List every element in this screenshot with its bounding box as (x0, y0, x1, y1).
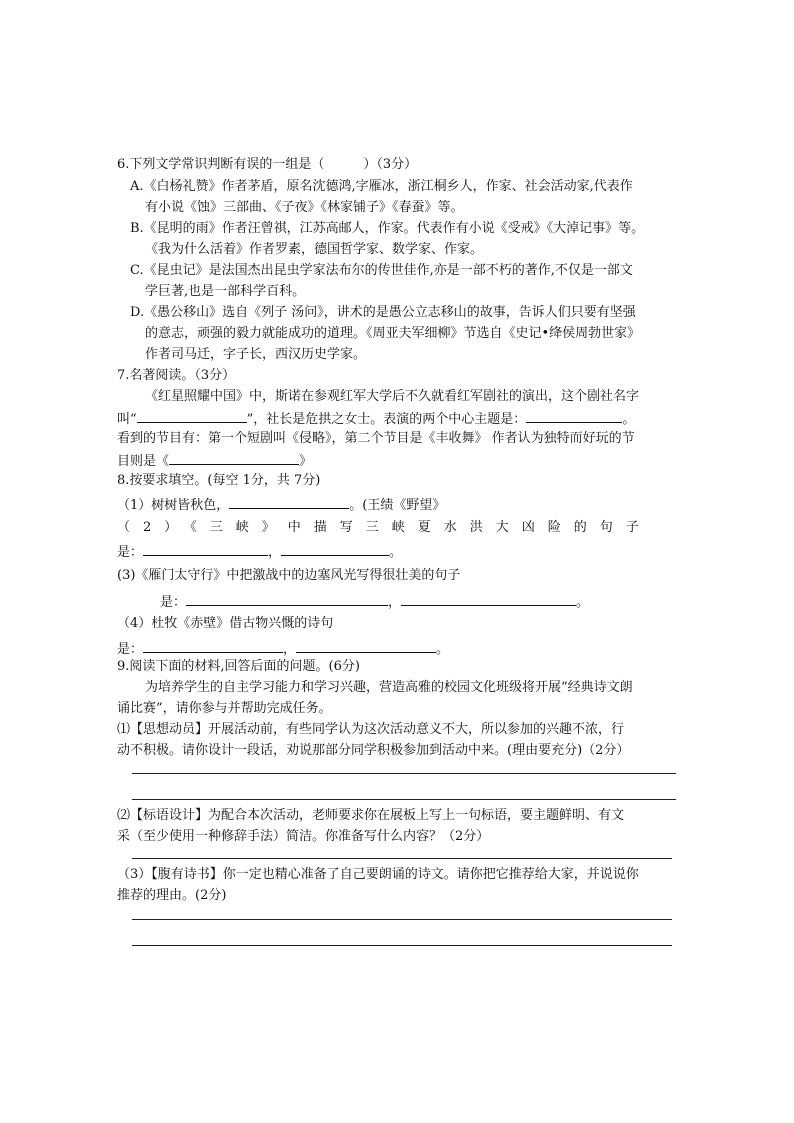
q6-option-d-line1: D.《愚公移山》选自《列子 汤问》，讲术的是愚公立志移山的故事，告诉人们只要有坚强 (130, 305, 636, 320)
answer-blank[interactable] (281, 541, 389, 556)
q7-title: 7.名著阅读。（3分） (117, 368, 236, 383)
q9-sub3-line2: 推荐的理由。(2分) (117, 888, 227, 903)
q8-item3: (3)《雁门太守行》中把激战中的边塞风光写得很壮美的句子 (117, 568, 461, 583)
answer-blank[interactable] (143, 638, 283, 653)
answer-blank[interactable] (296, 638, 436, 653)
q6-option-a-line2: 有小说《蚀》三部曲、《子夜》《林家铺子》《春蚕》等。 (145, 200, 464, 215)
q6-option-a-line1: A.《白杨礼赞》作者茅盾，原名沈德鸿,字雁冰，浙江桐乡人，作家、社会活动家,代表作 (130, 179, 633, 194)
q6-option-c-line1: C.《昆虫记》是法国杰出昆虫学家法布尔的传世佳作,亦是一部不朽的著作,不仅是一部文 (130, 263, 633, 278)
answer-blank[interactable] (186, 591, 388, 606)
answer-line[interactable] (132, 858, 672, 859)
answer-blank[interactable] (401, 591, 576, 606)
answer-line[interactable] (132, 773, 676, 774)
q9-intro-line1: 为培养学生的自主学习能力和学习兴趣，营造高雅的校园文化班级将开展“经典诗文朗 (145, 680, 633, 695)
q9-title: 9.阅读下面的材料,回答后面的问题。(6分) (117, 659, 360, 674)
q8-item3-answers: 是： ， 。 (160, 591, 589, 613)
q8-item4: （4）杜牧《赤壁》借古物兴慨的诗句 (117, 616, 334, 631)
q6-option-b-line1: B.《昆明的雨》作者汪曾祺，江苏高邮人，作家。代表作有小说《受戒》《大淖记事》等。 (130, 221, 645, 236)
q7-para-line3: 看到的节目有：第一个短剧叫《侵略》，第二个节目是《丰收舞》 作者认为独特而好玩的节 (117, 431, 635, 446)
q8-title: 8.按要求填空。(每空 1分，共 7分) (117, 473, 321, 488)
q9-sub3-line1: （3）【腹有诗书】你一定也精心准备了自己要朗诵的诗文。请你把它推荐给大家，并说说你 (117, 867, 639, 882)
q6-option-c-line2: 学巨著,也是一部科学百科。 (145, 284, 306, 299)
q6-title: 6.下列文学常识判断有误的一组是（ ）（3分） (117, 157, 418, 172)
q6-option-b-line2: 《我为什么活着》作者罗素，德国哲学家、数学家、作家。 (145, 242, 484, 257)
q9-sub2-line1: ⑵【标语设计】为配合本次活动，老师要求你在展板上写上一句标语，要主题鲜明、有文 (117, 808, 625, 823)
q9-sub1-line1: ⑴【思想动员】开展活动前，有些同学认为这次活动意义不大，所以参加的兴趣不浓，行 (117, 722, 625, 737)
answer-blank[interactable] (169, 450, 299, 465)
q9-intro-line2: 诵比赛”，请你参与并帮助完成任务。 (117, 701, 332, 716)
answer-blank[interactable] (137, 408, 247, 423)
q7-para-line4: 目则是《 》 (117, 450, 312, 472)
answer-line[interactable] (132, 799, 676, 800)
answer-line[interactable] (132, 919, 672, 920)
q7-para-line2: 叫“ ”，社长是危拱之女士。表演的两个中心主题是： 。 (117, 408, 635, 430)
q8-item2: （2）《三峡》中描写三峡夏水洪大凶险的句子 (117, 520, 652, 535)
q8-item4-answers: 是： ， 。 (117, 638, 449, 660)
answer-blank[interactable] (526, 408, 622, 423)
answer-blank[interactable] (229, 494, 349, 509)
q8-item1: （1）树树皆秋色， 。(王绩《野望》 (117, 494, 445, 516)
answer-line[interactable] (132, 945, 672, 946)
answer-blank[interactable] (143, 541, 268, 556)
q7-para-line1: 《红星照耀中国》中，斯诺在参观红军大学后不久就看红军剧社的演出，这个剧社名字 (145, 389, 640, 404)
q6-option-d-line2: 的意志，顽强的毅力就能成功的道理。《周亚夫军细柳》节选自《史记•绛侯周勃世家》 (145, 326, 641, 341)
q9-sub1-line2: 动不积极。请你设计一段话，劝说那部分同学积极参加到活动中来。(理由要充分)（2分） (117, 743, 630, 758)
q8-item2-answers: 是： ， 。 (117, 541, 402, 563)
q6-option-d-line3: 作者司马迁，字子长，西汉历史学家。 (145, 347, 367, 362)
q9-sub2-line2: 采（至少使用一种修辞手法）简洁。你准备写什么内容？（2分） (117, 829, 490, 844)
